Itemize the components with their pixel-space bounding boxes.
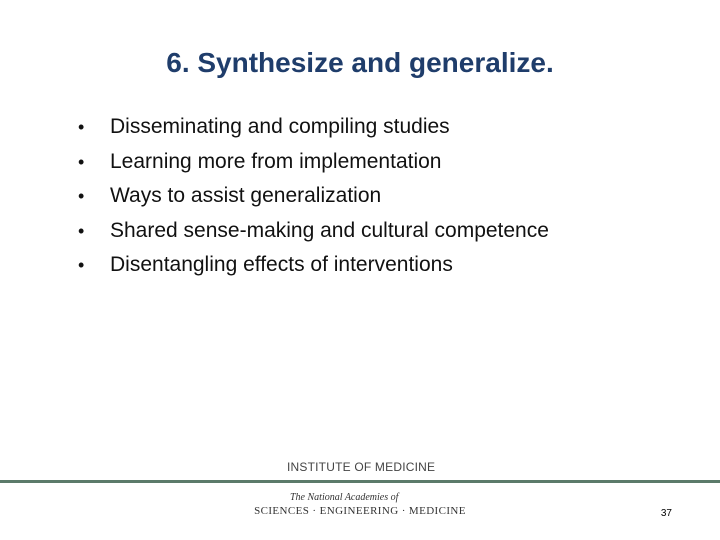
institute-label: INSTITUTE OF MEDICINE (287, 460, 436, 474)
bullet-list (78, 110, 549, 283)
bullet-item (78, 248, 549, 283)
bullet-marker: • (78, 186, 85, 206)
page-number: 37 (660, 508, 672, 519)
bullet-item (78, 145, 549, 180)
bullet-text: Learning more from implementation (110, 149, 442, 173)
national-academies-logo (250, 492, 470, 517)
bullet-text: Shared sense-making and cultural competence (110, 218, 549, 242)
bullet-text: Ways to assist generalization (110, 184, 382, 207)
logo-bottom-line: SCIENCES · ENGINEERING · MEDICINE (254, 505, 466, 517)
bullet-marker: • (78, 220, 85, 241)
bullet-item (78, 179, 549, 214)
logo-top-line: The National Academies of (290, 492, 399, 503)
bullet-marker: • (78, 117, 85, 137)
bullet-item (78, 110, 549, 145)
footer-divider (0, 480, 720, 483)
bullet-text: Disentangling effects of interventions (110, 253, 453, 276)
bullet-text: Disseminating and compiling studies (110, 115, 450, 138)
bullet-item (78, 214, 549, 249)
bullet-marker: • (78, 255, 85, 275)
slide-title: 6. Synthesize and generalize. (166, 47, 554, 78)
bullet-marker: • (78, 151, 85, 172)
